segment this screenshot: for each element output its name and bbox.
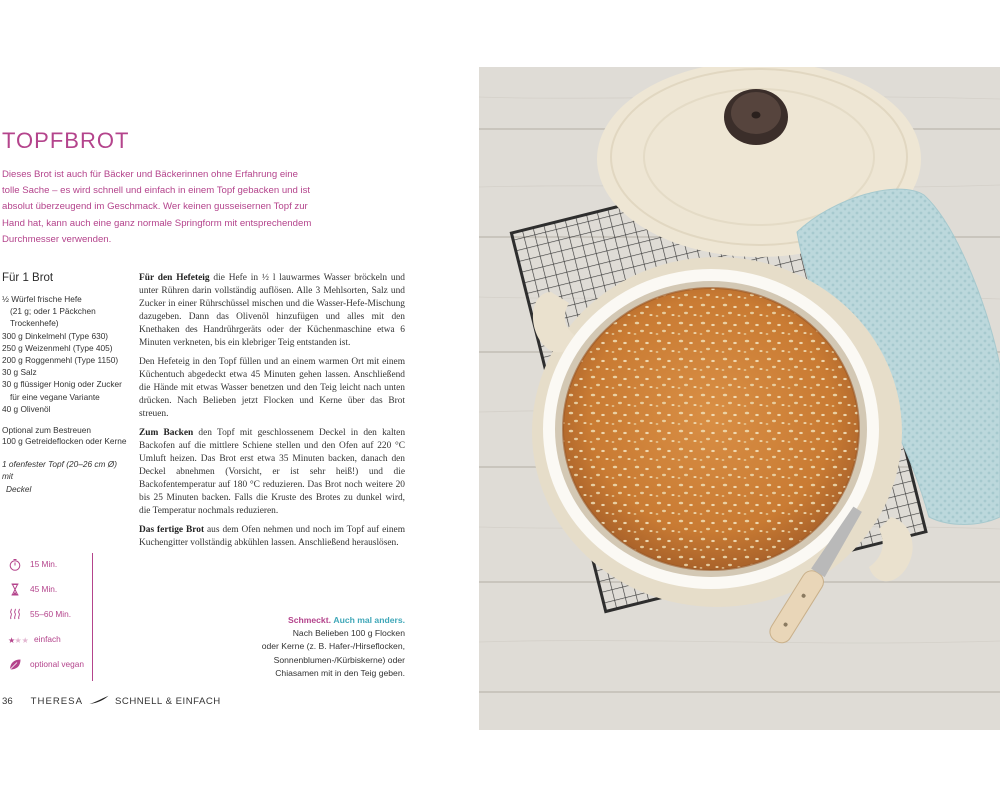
step-text: den Topf mit geschlossenem Deckel in den kalten Backofen auf die mittlere Schiene stellen und den Ofen auf 220 °C Umluft heizen. Das Brot erst etwa 35 Minuten backen, danach den Deckel abnehmen (Vorsicht, er ist sehr heiß!) und die Backofentemperatur auf 180 °C reduzieren. Das Brot noch weitere 20 bis 25 Minuten backen. Falls die Kruste des Brotes zu dunkel wird, die Temperatur nochmals reduzieren. [139, 428, 406, 516]
step-lead: Das fertige Brot [139, 525, 205, 535]
ingredient-text: 30 g flüssiger Honig oder Zucker [2, 379, 122, 390]
ingredient-text: ½ Würfel frische Hefe [2, 294, 82, 304]
tip-line: Chiasamen mit in den Teig geben. [275, 667, 405, 678]
svg-text:★★: ★★ [14, 636, 28, 645]
ingredients-list [2, 293, 130, 415]
ingredient-item [2, 354, 130, 366]
step-paragraph [139, 272, 405, 350]
tip-line: Sonnenblumen-/Kürbiskerne) oder [273, 654, 405, 665]
difficulty: einfach [34, 634, 61, 644]
diet-row [8, 658, 84, 670]
variation-tip [200, 614, 405, 680]
ingredients-panel [2, 272, 130, 495]
heat-waves-icon [8, 608, 24, 620]
step-text: die Hefe in ½ l lauwarmes Wasser bröckeln und unter Rühren darin vollständig auflösen. Alle 3 Mehlsorten, Salz und Zucker in einer Rührschüssel mischen und die Wasser-Hefe-Mischung dazugeben. Dann das Olivenöl hinzufügen und alles mit den Knethaken des Handrührgeräts oder der Küchenmaschine etwa 6 Minuten verkneten, bis ein klebriger Teig entstanden ist. [139, 273, 405, 348]
ingredient-text: 30 g Salz [2, 367, 37, 378]
tip-line: Nach Belieben 100 g Flocken [292, 628, 405, 639]
diet: optional vegan [30, 659, 84, 669]
ingredient-item [2, 403, 130, 415]
ingredient-note: (21 g; oder 1 Päckchen Trockenhefe) [10, 306, 96, 329]
equipment-text: 1 ofenfester Topf (20–26 cm Ø) mit [2, 459, 117, 482]
step-paragraph [139, 524, 405, 550]
ingredients-heading: Für 1 Brot [2, 272, 54, 284]
feather-icon [89, 695, 109, 708]
ingredient-text: 300 g Dinkelmehl (Type 630) [2, 330, 109, 341]
equipment-note [2, 458, 130, 495]
bake-time-row [8, 608, 71, 620]
stars-icon [8, 633, 28, 645]
step-lead: Zum Backen [139, 428, 194, 438]
recipe-intro: Dieses Brot ist auch für Bäcker und Bäckerinnen ohne Erfahrung eine tolle Sache – es wird schnell und einfach in einem Topf gebacken und ist absolut überzeugend im Geschmack. Wer keinen gusseisernen Topf zur Hand hat, kann auch eine ganz normale Springform mit entsprechendem Durchmesser verwenden. [2, 169, 312, 245]
ingredient-item [2, 342, 130, 354]
info-box [0, 553, 93, 681]
page-footer [2, 695, 221, 708]
bread-photo [479, 67, 1000, 730]
ingredient-item [2, 330, 130, 342]
ingredient-text: 40 g Olivenöl [2, 403, 51, 414]
ingredient-item [2, 366, 130, 378]
footer-brand: THERESA [30, 696, 83, 707]
ingredient-note: für eine vegane Variante [10, 391, 100, 402]
rest-time: 45 Min. [30, 584, 58, 594]
timer-icon [8, 558, 24, 570]
difficulty-row [8, 633, 61, 645]
ingredient-item [2, 378, 130, 402]
optional-heading: Optional zum Bestreuen [2, 425, 92, 436]
tip-title: Schmeckt. [287, 615, 331, 625]
instructions [139, 272, 405, 556]
rest-time-row [8, 583, 57, 595]
step-lead: Für den Hefeteig [139, 273, 210, 283]
hourglass-icon [8, 583, 24, 595]
svg-text:★: ★ [8, 636, 16, 645]
recipe-title: TOPFBROT [2, 128, 130, 153]
step-text: aus dem Ofen nehmen und noch im Topf auf einem Kuchengitter vollständig abkühlen lassen. Anschließend herauslösen. [139, 525, 405, 548]
prep-time-row [8, 558, 57, 570]
optional-item: 100 g Getreideflocken oder Kerne [2, 436, 127, 447]
footer-section: SCHNELL & EINFACH [115, 696, 221, 707]
tip-subtitle: Auch mal anders. [333, 615, 405, 625]
equipment-text-cont: Deckel [6, 483, 32, 494]
ingredient-text: 200 g Roggenmehl (Type 1150) [2, 355, 119, 366]
step-paragraph [139, 427, 405, 518]
leaf-icon [8, 658, 24, 670]
tip-heading [200, 614, 405, 627]
tip-line: oder Kerne (z. B. Hafer-/Hirseflocken, [261, 641, 405, 652]
ingredient-text: 250 g Weizenmehl (Type 405) [2, 342, 113, 353]
ingredient-item [2, 293, 130, 330]
step-paragraph [139, 356, 405, 421]
page-number: 36 [2, 696, 13, 707]
step-text: Den Hefeteig in den Topf füllen und an einem warmen Ort mit einem Küchentuch abgedeckt etwa 45 Minuten gehen lassen. Anschließend die Hände mit etwas Wasser benetzen und den Teig leicht nach unten drücken. Nach Belieben jetzt Flocken und Kerne über das Brot streuen. [139, 357, 405, 419]
prep-time: 15 Min. [30, 559, 58, 569]
bake-time: 55–60 Min. [30, 609, 72, 619]
